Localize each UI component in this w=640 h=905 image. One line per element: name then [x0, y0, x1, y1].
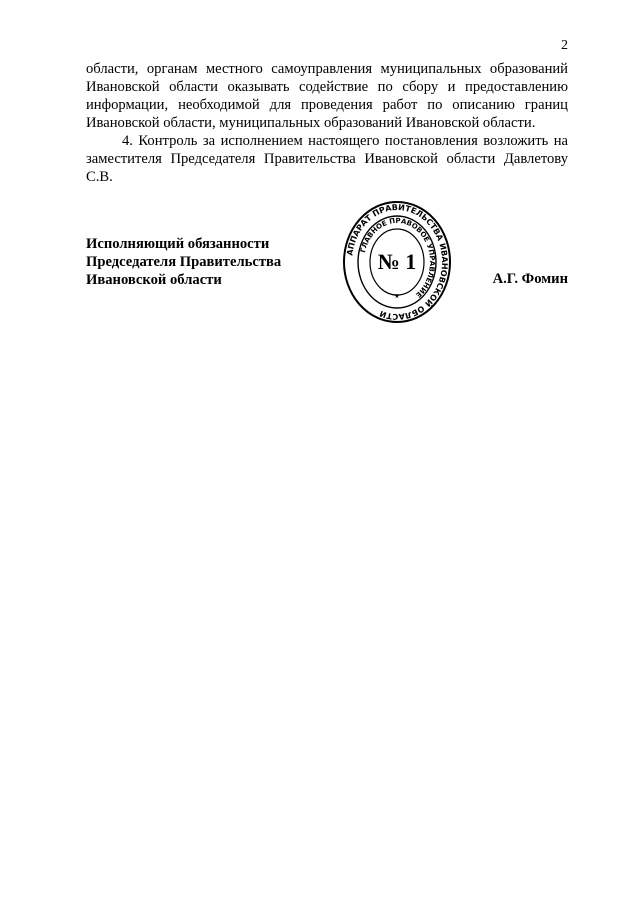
paragraph-4: 4. Контроль за исполнением настоящего постановления возложить на заместителя Председателя Правительства Ивановской области Давлетову С.В.	[86, 133, 568, 185]
paragraph-continuation: области, органам местного самоуправления муниципальных образований Ивановской области оказывать содействие по сбору и предоставлению информации, необходимой для проведения работ по описанию границ Ивановской области, муниципальных образований Ивановской области.	[86, 61, 568, 131]
signatory-position-line: Председателя Правительства	[86, 254, 282, 270]
page-number: 2	[561, 38, 568, 53]
signatory-position	[86, 235, 281, 289]
official-seal	[342, 200, 452, 324]
seal-outer-text: АППАРАТ ПРАВИТЕЛЬСТВА ИВАНОВСКОЙ ОБЛАСТИ	[345, 202, 450, 322]
seal-inner-text: ГЛАВНОЕ ПРАВОВОЕ УПРАВЛЕНИЕ	[359, 216, 437, 299]
signer-name: А.Г. Фомин	[492, 271, 568, 287]
signatory-position-line: Ивановской области	[86, 272, 222, 288]
document-body	[86, 60, 568, 186]
signatory-position-line: Исполняющий обязанности	[86, 236, 270, 252]
seal-number: № 1	[377, 249, 417, 274]
star-icon: ★	[394, 294, 400, 300]
